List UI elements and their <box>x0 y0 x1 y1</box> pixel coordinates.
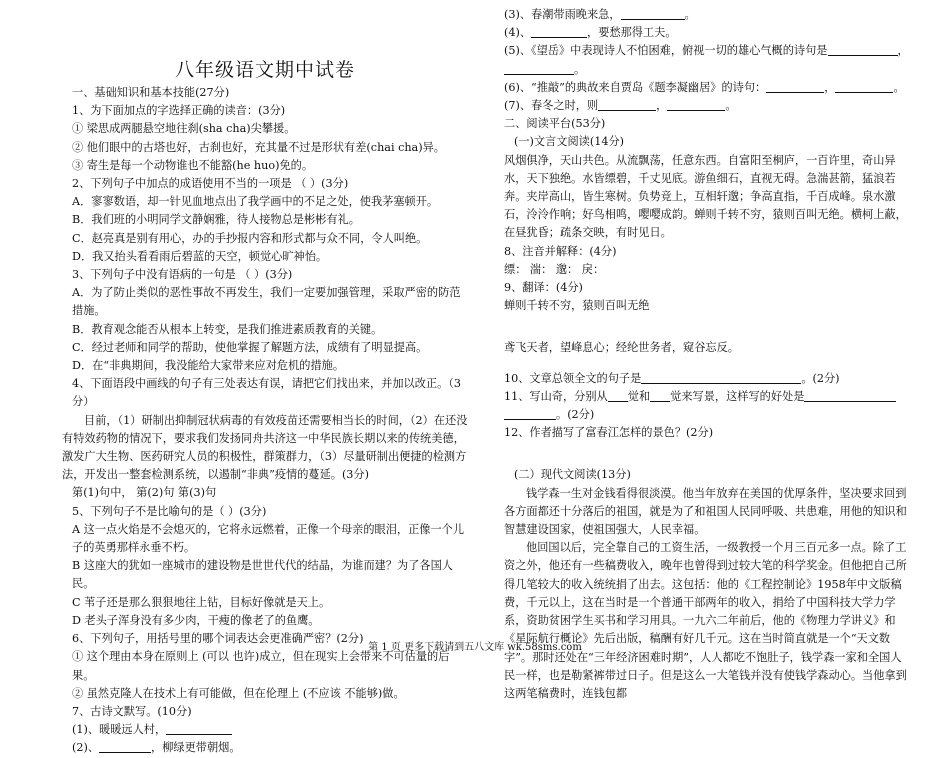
classical-reading-heading: (一)文言文阅读(14分) <box>514 135 625 149</box>
answer-blank <box>621 7 685 20</box>
question-2: 2、下列句子中加点的成语使用不当的一项是 （ ）(3分) <box>72 177 349 191</box>
q1-option-3: ③ 寄生是每一个动物谁也不能豁(he huo)免的。 <box>72 158 314 172</box>
section-1-heading: 一、基础知识和基本技能(27分) <box>72 86 230 99</box>
question-11-cont: 。(2分) <box>504 406 910 424</box>
q2-option-b: B．我们班的小明同学文静娴雅，待人接物总是彬彬有礼。 <box>72 213 360 227</box>
section-2-heading: 二、阅读平台(53分) <box>504 117 606 131</box>
answer-space <box>504 315 910 339</box>
question-5: 5、下列句子不是比喻句的是（ ）(3分) <box>72 504 267 518</box>
question-7: 7、古诗文默写。(10分) <box>72 704 192 718</box>
answer-space <box>504 442 910 466</box>
q3-option-a: A．为了防止类似的恶性事故不再发生，我们一定要加强管理，采取严密的防范措施。 <box>72 286 461 318</box>
classical-passage: 风烟俱净，天山共色。从流飘荡，任意东西。自富阳至桐庐，一百许里，奇山异水，天下独绝。水皆缥碧，千丈见底。游鱼细石，直视无碍。急湍甚箭，猛浪若奔。夹岸高山，皆生寒树。负势竞上，互相轩邈；争高直指，千百成峰。泉水激石，泠泠作响；好鸟相鸣，嘤嘤成韵。蝉则千转不穷，猿则百叫无绝。横柯上蔽，在昼犹昏；疏条交映，有时见日。 <box>504 153 907 240</box>
q3-option-d: D．在“非典期间，我没能给大家带来应对危机的措施。 <box>72 359 345 373</box>
q8-items: 缥： 湍： 邈： 戾： <box>504 262 605 276</box>
question-8: 8、注音并解释：(4分) <box>504 244 617 258</box>
q9-sentence-1: 蝉则千转不穷，猿则百叫无绝 <box>504 299 650 313</box>
q7-item-1: (1)、暖暖远人村， <box>62 721 468 739</box>
answer-blank <box>804 389 896 402</box>
q5-option-c: C 苇子还是那么狠狠地往上钻，目标好像就是天上。 <box>72 595 331 609</box>
right-column <box>504 6 910 703</box>
q6-item-1: ① 这个理由本身在原则上 (可以 也许)成立，但在现实上会带来不可估量的后果。 <box>72 650 450 682</box>
modern-paragraph-1: 钱学森一生对金钱看得很淡漠。他当年放弃在美国的优厚条件，坚决要求回到各方面都还十分落后的祖国，就是为了和祖国人民同呼吸、共患难，用他的知识和智慧建设国家，使祖国强大，人民幸福。 <box>504 486 907 537</box>
question-1: 1、为下面加点的字选择正确的读音：(3分) <box>72 104 286 118</box>
q5-option-a: A 这一点火焰是不会熄灭的，它将永远燃着，正像一个母亲的眼泪，正像一个儿子的英勇那样永垂不朽。 <box>72 522 465 555</box>
q4-passage: 目前，（1）研制出抑制冠状病毒的有效疫苗还需要相当长的时间，（2）在还没有特效药物的情况下，要求我们发扬同舟共济这一中华民族长期以来的传统美德，激发广大生物、医药研究人员的积极性，群策群力，（3）尽量研制出便捷的检测方法，开发出一整套检测系统，以遏制“非典”疫情的蔓延。(3分) <box>62 413 468 482</box>
q7-item-7: (7)、春冬之时，则 ， 。 <box>504 99 737 113</box>
q3-option-c: C．经过老师和同学的帮助，使他掌握了解题方法，成绩有了明显提高。 <box>72 340 428 354</box>
q2-option-c: C．赵亮真是别有用心，办的手抄报内容和形式都与众不同，令人叫绝。 <box>72 231 428 245</box>
answer-blank <box>598 98 656 111</box>
question-10: 10、文章总领全文的句子是 。(2分) <box>504 371 840 385</box>
q7-item-5: (5)、《望岳》中表现诗人不怕困难，俯视一切的雄心气概的诗句是 ， <box>504 44 909 58</box>
q7-item-5-cont: 。 <box>504 61 910 79</box>
q7-item-6: (6)、“推敲”的典故来自贾岛《题李凝幽居》的诗句： ， 。 <box>504 80 905 94</box>
answer-blank <box>531 25 587 38</box>
answer-blank <box>650 389 670 402</box>
q9-sentence-2: 鸢飞天者，望峰息心；经纶世务者，窥谷忘反。 <box>504 341 739 355</box>
page-footer: 第 1 页 更多下载请到五八文库 wk.58sms.com <box>368 642 582 653</box>
q3-option-b: B．教育观念能否从根本上转变，是我们推进素质教育的关键。 <box>72 322 383 336</box>
question-4: 4、下面语段中画线的句子有三处表达有误，请把它们找出来，并加以改正。（3分） <box>72 377 462 409</box>
answer-blank <box>99 740 151 753</box>
page-title: 八年级语文期中试卷 <box>174 59 355 81</box>
q2-option-a: A．寥寥数语，却一针见血地点出了我学画中的不足之处，使我茅塞顿开。 <box>72 195 439 209</box>
q5-option-d: D 老头子浑身没有多少肉，干瘦的像老了的鱼鹰。 <box>72 613 320 627</box>
answer-space <box>504 358 910 370</box>
question-11: 11、写山奇，分别从 觉和 觉来写景，这样写的好处是 <box>504 388 910 406</box>
answer-blank <box>166 722 232 735</box>
q6-item-2: ② 虽然克隆人在技术上有可能做，但在伦理上 (不应该 不能够)做。 <box>72 686 405 700</box>
question-6: 6、下列句子，用括号里的哪个词表达会更准确严密？(2分) <box>72 632 364 646</box>
answer-blank <box>766 80 824 93</box>
q7-item-4: (4)、 ，要愁那得工夫。 <box>504 26 677 40</box>
q7-item-2: (2)、 ，柳绿更带朝烟。 <box>72 741 241 755</box>
q7-item-3: (3)、春潮带雨晚来急， 。 <box>504 8 696 21</box>
q4-answer-line: 第(1)句中， 第(2)句 第(3)句 <box>72 486 217 500</box>
answer-blank <box>667 98 725 111</box>
answer-blank <box>835 80 893 93</box>
question-12: 12、作者描写了富春江怎样的景色？(2分) <box>504 426 714 440</box>
answer-blank <box>504 62 574 75</box>
modern-paragraph-2: 他回国以后，完全靠自己的工资生活，一级教授一个月三百元多一点。除了工资之外，他还有一些稿费收入，晚年也曾得到过较大笔的科学奖金。但他把自己所得几笔较大的收入统统捐了出去。这包括：他的《工程控制论》1958年中文版稿费，千元以上，这在当时是一个普通干部两年的收入，捐给了中国科技大学力学系，资助贫困学生买书和学习用具。一九六二年前后，他的《物理力学讲义》和《星际航行概论》先后出版，稿酬有好几千元。这在当时简直就是一个“天文数字”。那时还处在“三年经济困难时期”，人人都吃不饱肚子，钱学森一家和全国人民一样，也是勒紧裤带过日子。但是这么一大笔钱并没有使钱学森动心。当他拿到这两笔稿费时，连钱包都 <box>504 541 907 700</box>
q5-option-b: B 这座大的犹如一座城市的建设物是世世代代的结晶，为谁而建？为了各国人民。 <box>72 559 453 591</box>
answer-blank <box>504 407 556 420</box>
q1-option-2: ② 他们眼中的古塔也好，古刹也好，充其量不过是形状有差(chai cha)异。 <box>72 140 445 154</box>
q1-option-1: ① 梁思成两腿悬空地往刹(sha cha)尖攀援。 <box>72 122 296 136</box>
q2-option-d: D．我又抬头看看雨后碧蓝的天空，顿觉心旷神怡。 <box>72 249 328 263</box>
answer-blank <box>608 389 628 402</box>
modern-reading-heading: (二）现代文阅读(13分) <box>514 468 631 482</box>
answer-blank <box>641 371 801 384</box>
question-9: 9、翻译：(4分) <box>504 281 583 295</box>
answer-blank <box>828 43 898 56</box>
question-3: 3、下列句子中没有语病的一句是 （ ）(3分) <box>72 268 293 282</box>
